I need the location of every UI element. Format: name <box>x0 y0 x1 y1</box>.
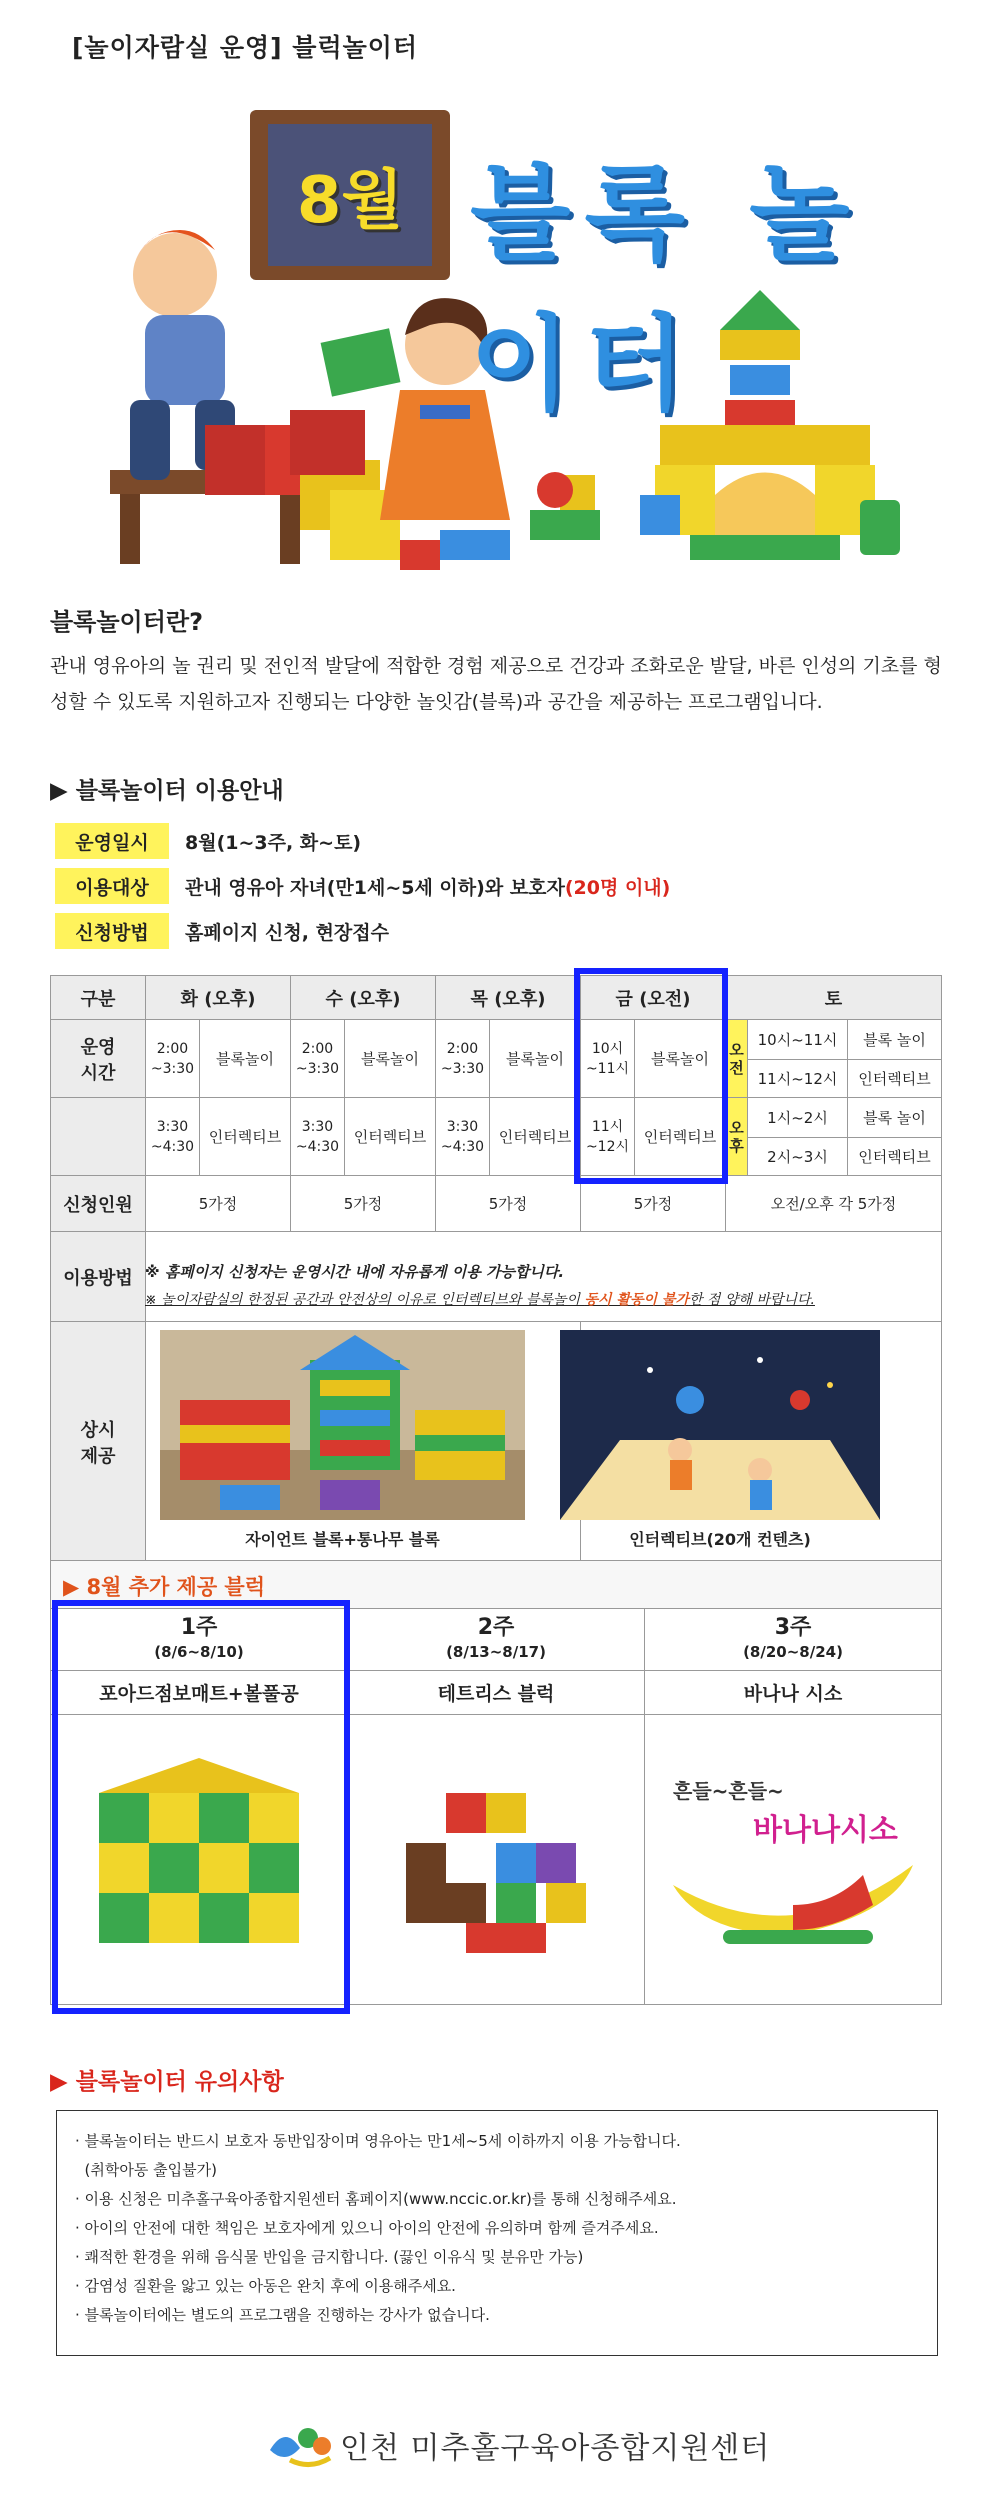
activity-cell: 블록놀이 <box>200 1020 291 1098</box>
time-cell: 2:00 ~3:30 <box>146 1020 200 1098</box>
time-cell: 3:30 ~4:30 <box>146 1098 200 1176</box>
friday-highlight-box <box>574 968 728 1184</box>
caution-item: · 감염성 질환을 앓고 있는 아동은 완치 후에 이용해주세요. <box>75 2277 456 2295</box>
method-note-1: ※ 홈페이지 신청자는 운영시간 내에 자유롭게 이용 가능합니다. <box>145 1263 565 1281</box>
time-cell: 3:30 ~4:30 <box>436 1098 490 1176</box>
capacity-cell: 오전/오후 각 5가정 <box>726 1176 942 1232</box>
activity-cell: 인터렉티브 <box>345 1098 436 1176</box>
time-cell: 2:00 ~3:30 <box>291 1020 345 1098</box>
row-label-capacity: 신청인원 <box>51 1176 146 1232</box>
guide-heading: ▶ 블록놀이터 이용안내 <box>50 778 284 804</box>
info-tag: 신청방법 <box>55 913 169 949</box>
footer <box>260 2420 770 2470</box>
row-label-time-cont <box>51 1098 146 1176</box>
week-3-image-cell <box>645 1715 942 2005</box>
info-text: 8월(1~3주, 화~토) <box>185 831 362 854</box>
caution-item: · 아이의 안전에 대한 책임은 보호자에게 있으니 아이의 안전에 유의하며 함께 즐겨주세요. <box>75 2219 659 2237</box>
pm-label: 오후 <box>726 1098 748 1176</box>
row-label-method: 이용방법 <box>51 1232 146 1322</box>
method-note-2 <box>145 1286 815 1314</box>
giant-block-caption: 자이언트 블록+통나무 블록 <box>245 1530 440 1549</box>
hero-month: 8월 <box>296 164 404 238</box>
time-cell: 2시~3시 <box>748 1138 848 1176</box>
caution-item: · 이용 신청은 미추홀구육아종합지원센터 홈페이지(www.nccic.or.kr)를 통해 신청해주세요. <box>75 2190 677 2208</box>
info-tag: 이용대상 <box>55 868 169 904</box>
activity-cell: 블록놀이 <box>635 1020 726 1098</box>
info-row-target <box>55 868 670 904</box>
info-text: 홈페이지 신청, 현장접수 <box>185 921 389 944</box>
method-note-2-post: 한 점 양해 바랍니다. <box>688 1292 815 1308</box>
week-2-name: 테트리스 블럭 <box>348 1671 645 1715</box>
interactive-caption: 인터렉티브(20개 컨텐츠) <box>629 1530 811 1549</box>
capacity-cell: 5가정 <box>436 1176 581 1232</box>
center-name: 인천 미추홀구육아종합지원센터 <box>340 2431 771 2466</box>
col-header: 금 (오전) <box>581 976 726 1020</box>
col-header: 구분 <box>51 976 146 1020</box>
method-notes <box>145 1258 815 1314</box>
week-3-label: 3주 <box>774 1614 812 1640</box>
activity-cell: 인터렉티브 <box>848 1138 942 1176</box>
caution-item: (취학아동 출입불가) <box>75 2161 217 2179</box>
caution-item: · 쾌적한 환경을 위해 음식물 반입을 금지합니다. (끓인 이유식 및 분유만 가능) <box>75 2248 584 2266</box>
activity-cell: 인터렉티브 <box>635 1098 726 1176</box>
col-header: 수 (오후) <box>291 976 436 1020</box>
month-board <box>250 110 450 280</box>
method-note-2-pre: ※ 놀이자람실의 한정된 공간과 안전상의 이유로 인터렉티브와 블록놀이 <box>145 1292 585 1308</box>
extra-blocks-heading: ▶ 8월 추가 제공 블럭 <box>63 1575 266 1599</box>
week-2-label: 2주 <box>477 1614 515 1640</box>
info-text-highlight: (20명 이내) <box>564 876 671 899</box>
page-header-label: [놀이자람실 운영] 블럭놀이터 <box>72 33 419 62</box>
intro-heading: 블록놀이터란? <box>50 608 204 636</box>
week-1-highlight-box <box>52 1600 350 2014</box>
tetris-block-image <box>376 1753 616 1963</box>
row-label-always: 상시 제공 <box>51 1322 146 1562</box>
hero-banner <box>100 80 920 600</box>
caution-item: · 블록놀이터는 반드시 보호자 동반입장이며 영유아는 만1세~5세 이하까지 이용 가능합니다. <box>75 2132 681 2150</box>
col-header: 토 <box>726 976 942 1020</box>
activity-cell: 블록 놀이 <box>848 1020 942 1060</box>
activity-cell: 인터렉티브 <box>848 1060 942 1098</box>
info-row-schedule <box>55 823 361 859</box>
banana-seesaw-image <box>663 1845 923 1955</box>
activity-cell: 블록 놀이 <box>848 1098 942 1138</box>
week-3-name: 바나나 시소 <box>645 1671 942 1715</box>
row-label-time: 운영 시간 <box>51 1020 146 1098</box>
am-label: 오전 <box>726 1020 748 1098</box>
hero-title: 블록 놀이터 <box>470 153 864 425</box>
info-tag: 운영일시 <box>55 823 169 859</box>
week-3-dates: (8/20~8/24) <box>743 1642 843 1661</box>
week-1-name: 포아드점보매트+볼풀공 <box>51 1671 348 1715</box>
activity-cell: 인터렉티브 <box>490 1098 581 1176</box>
week-2-image-cell <box>348 1715 645 2005</box>
time-cell: 2:00 ~3:30 <box>436 1020 490 1098</box>
capacity-cell: 5가정 <box>581 1176 726 1232</box>
time-cell: 1시~2시 <box>748 1098 848 1138</box>
caution-item: · 블록놀이터에는 별도의 프로그램을 진행하는 강사가 없습니다. <box>75 2306 490 2324</box>
time-cell: 3:30 ~4:30 <box>291 1098 345 1176</box>
giant-block-photo <box>160 1330 525 1520</box>
col-header: 목 (오후) <box>436 976 581 1020</box>
capacity-cell: 5가정 <box>146 1176 291 1232</box>
caution-heading: ▶ 블록놀이터 유의사항 <box>50 2069 284 2095</box>
week-2-dates: (8/13~8/17) <box>446 1642 546 1661</box>
week-1-label: 1주 <box>180 1614 218 1640</box>
info-text: 관내 영유아 자녀(만1세~5세 이하)와 보호자 <box>185 876 565 899</box>
activity-cell: 블록놀이 <box>490 1020 581 1098</box>
info-row-apply <box>55 913 389 949</box>
interactive-photo <box>560 1330 880 1520</box>
time-cell: 10시~11시 <box>748 1020 848 1060</box>
caution-box <box>56 2110 938 2356</box>
method-note-2-emphasis: 동시 활동이 불가 <box>584 1292 689 1308</box>
capacity-cell: 5가정 <box>291 1176 436 1232</box>
week-3-header <box>645 1609 942 1671</box>
activity-cell: 인터렉티브 <box>200 1098 291 1176</box>
week-1-dates: (8/6~8/10) <box>154 1642 244 1661</box>
time-cell: 11시 ~12시 <box>581 1098 635 1176</box>
time-cell: 10시 ~11시 <box>581 1020 635 1098</box>
seesaw-caption-2: 바나나시소 <box>753 1812 898 1848</box>
intro-text: 관내 영유아의 놀 권리 및 전인적 발달에 적합한 경험 제공으로 건강과 조화로운 발달, 바른 인성의 기초를 형성할 수 있도록 지원하고자 진행되는 다양한 놀잇감(블록)과 공간을 제공하는 프로그램입니다. <box>50 655 942 713</box>
week-2-header <box>348 1609 645 1671</box>
col-header: 화 (오후) <box>146 976 291 1020</box>
time-cell: 11시~12시 <box>748 1060 848 1098</box>
seesaw-caption-1: 흔들~흔들~ <box>673 1778 784 1803</box>
activity-cell: 블록놀이 <box>345 1020 436 1098</box>
center-logo-icon <box>260 2420 340 2470</box>
